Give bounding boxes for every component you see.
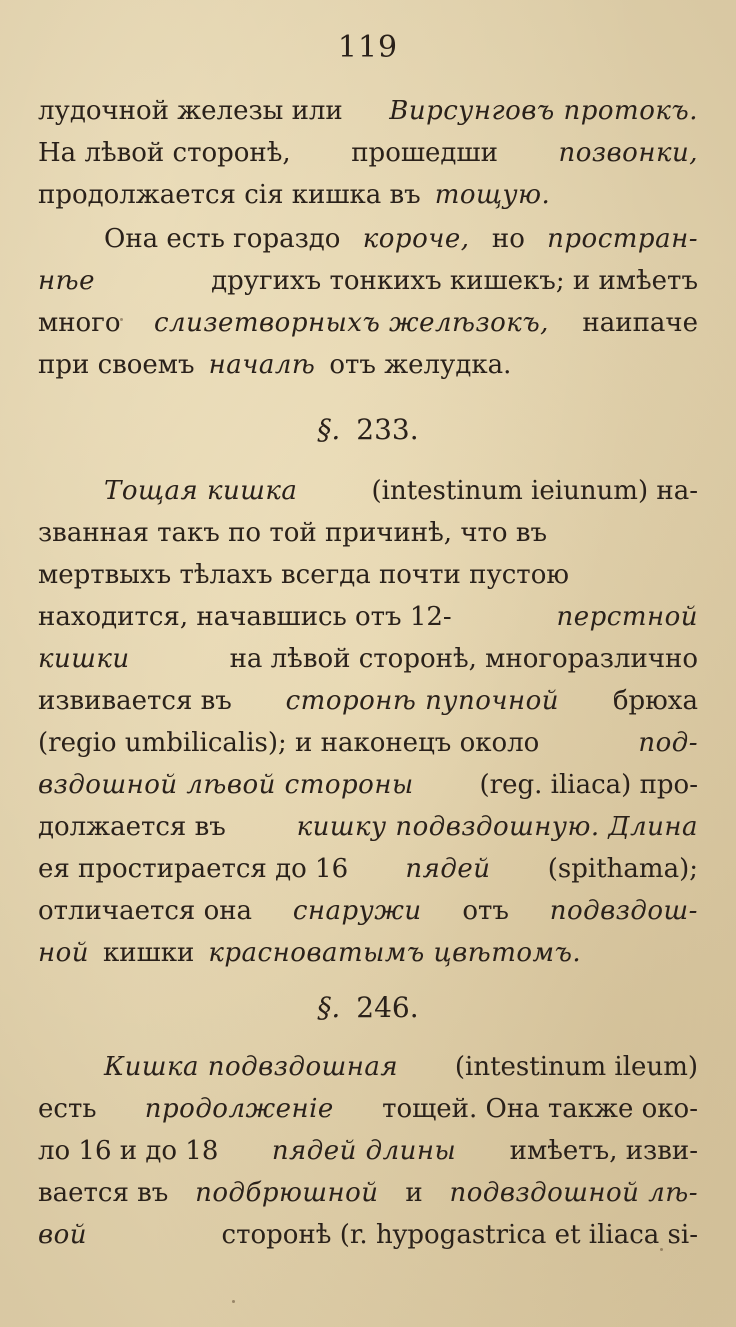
text-line	[38, 132, 698, 174]
text-run: и	[405, 1178, 423, 1208]
text-run: (reg. iliaca) про-	[479, 770, 698, 800]
text-line	[38, 596, 698, 638]
text-run: есть	[38, 1094, 97, 1124]
italic-term: подвздош-	[549, 896, 698, 926]
text-run: имѣетъ, изви-	[509, 1136, 698, 1166]
text-run: отъ	[462, 896, 509, 926]
paragraph	[38, 470, 698, 974]
text-line	[38, 848, 698, 890]
italic-term: кишки	[38, 644, 130, 674]
text-line	[38, 1172, 698, 1214]
section-sign: §.	[317, 413, 341, 446]
text-line	[38, 1214, 698, 1256]
text-line	[38, 512, 698, 554]
text-run: тощей. Она также око-	[382, 1094, 698, 1124]
text-line	[38, 764, 698, 806]
text-line	[38, 302, 698, 344]
section-heading	[0, 410, 736, 450]
paper-speck	[120, 318, 123, 321]
text-line	[38, 638, 698, 680]
text-run: наипаче	[582, 308, 698, 338]
italic-term: тощую.	[434, 180, 551, 210]
text-run: ло 16 и до 18	[38, 1136, 219, 1166]
page-number: 119	[337, 30, 399, 65]
text-run: (intestinum ileum)	[454, 1052, 698, 1082]
text-run: ея простирается до 16	[38, 854, 349, 884]
italic-term: слизетворныхъ желѣзокъ,	[153, 308, 549, 338]
text-line	[38, 890, 698, 932]
italic-term: вой	[38, 1220, 88, 1250]
italic-term: позвонки,	[558, 138, 698, 168]
italic-term: под-	[638, 728, 698, 758]
italic-term: простран-	[547, 224, 698, 254]
text-run: на лѣвой сторонѣ, многоразлично	[229, 644, 698, 674]
text-run: Она есть гораздо	[104, 224, 341, 254]
italic-term: короче,	[362, 224, 470, 254]
text-run: извивается въ	[38, 686, 232, 716]
text-run: при своемъ	[38, 350, 195, 380]
text-line	[38, 554, 698, 596]
text-run: (regio umbilicalis); и наконецъ около	[38, 728, 540, 758]
section-number: 233.	[356, 413, 419, 446]
text-run: отъ желудка.	[329, 350, 512, 380]
italic-term: снаружи	[292, 896, 422, 926]
text-line	[38, 1046, 698, 1088]
italic-term: Вирсунговъ протокъ.	[389, 96, 698, 126]
text-run: званная такъ по той причинѣ, что въ	[38, 518, 547, 548]
paragraph	[38, 218, 698, 386]
italic-term: Кишка подвздошная	[104, 1052, 399, 1082]
section-heading	[0, 988, 736, 1028]
paper-speck	[660, 1248, 663, 1251]
italic-term: сторонѣ пупочной	[285, 686, 560, 716]
section-sign: §.	[317, 991, 341, 1024]
italic-term: продолженіе	[144, 1094, 334, 1124]
italic-term: красноватымъ цвѣтомъ.	[208, 938, 582, 968]
text-line	[38, 218, 698, 260]
text-run: брюха	[612, 686, 698, 716]
italic-term: кишку подвздошную. Длина	[296, 812, 698, 842]
text-run: кишки	[103, 938, 195, 968]
text-run: но	[491, 224, 525, 254]
italic-term: началѣ	[208, 350, 316, 380]
text-line	[38, 344, 698, 386]
italic-term: подбрюшной	[195, 1178, 379, 1208]
text-run: должается въ	[38, 812, 226, 842]
text-line	[38, 90, 698, 132]
italic-term: Тощая кишка	[104, 476, 298, 506]
text-line	[38, 1130, 698, 1172]
italic-term: пядей	[405, 854, 491, 884]
text-line	[38, 680, 698, 722]
section-number: 246.	[356, 991, 419, 1024]
italic-term: подвздошной лѣ-	[449, 1178, 698, 1208]
text-line	[38, 806, 698, 848]
paper-speck	[232, 1300, 235, 1303]
italic-term: нѣе	[38, 266, 95, 296]
paragraph	[38, 90, 698, 216]
italic-term: вздошной лѣвой стороны	[38, 770, 414, 800]
italic-term: пядей длины	[271, 1136, 457, 1166]
text-run: находится, начавшись отъ 12-	[38, 602, 452, 632]
text-line	[38, 174, 698, 216]
text-run: продолжается сія кишка въ	[38, 180, 421, 210]
text-run: лудочной железы или	[38, 96, 343, 126]
text-line	[38, 1088, 698, 1130]
italic-term: перстной	[556, 602, 698, 632]
text-run: отличается она	[38, 896, 253, 926]
text-run: другихъ тонкихъ кишекъ; и имѣетъ	[211, 266, 698, 296]
text-line	[38, 722, 698, 764]
text-line	[38, 470, 698, 512]
text-run: сторонѣ (r. hypogastrica et iliaca si-	[221, 1220, 698, 1250]
text-line	[38, 932, 698, 974]
text-line	[38, 260, 698, 302]
text-run: вается въ	[38, 1178, 169, 1208]
italic-term: ной	[38, 938, 90, 968]
paragraph	[38, 1046, 698, 1256]
text-run: (spithama);	[547, 854, 698, 884]
text-run: прошедши	[351, 138, 498, 168]
text-run: (intestinum ieiunum) на-	[371, 476, 698, 506]
text-run: На лѣвой сторонѣ,	[38, 138, 291, 168]
text-run: мертвыхъ тѣлахъ всегда почти пустою	[38, 560, 569, 590]
text-run: много	[38, 308, 121, 338]
